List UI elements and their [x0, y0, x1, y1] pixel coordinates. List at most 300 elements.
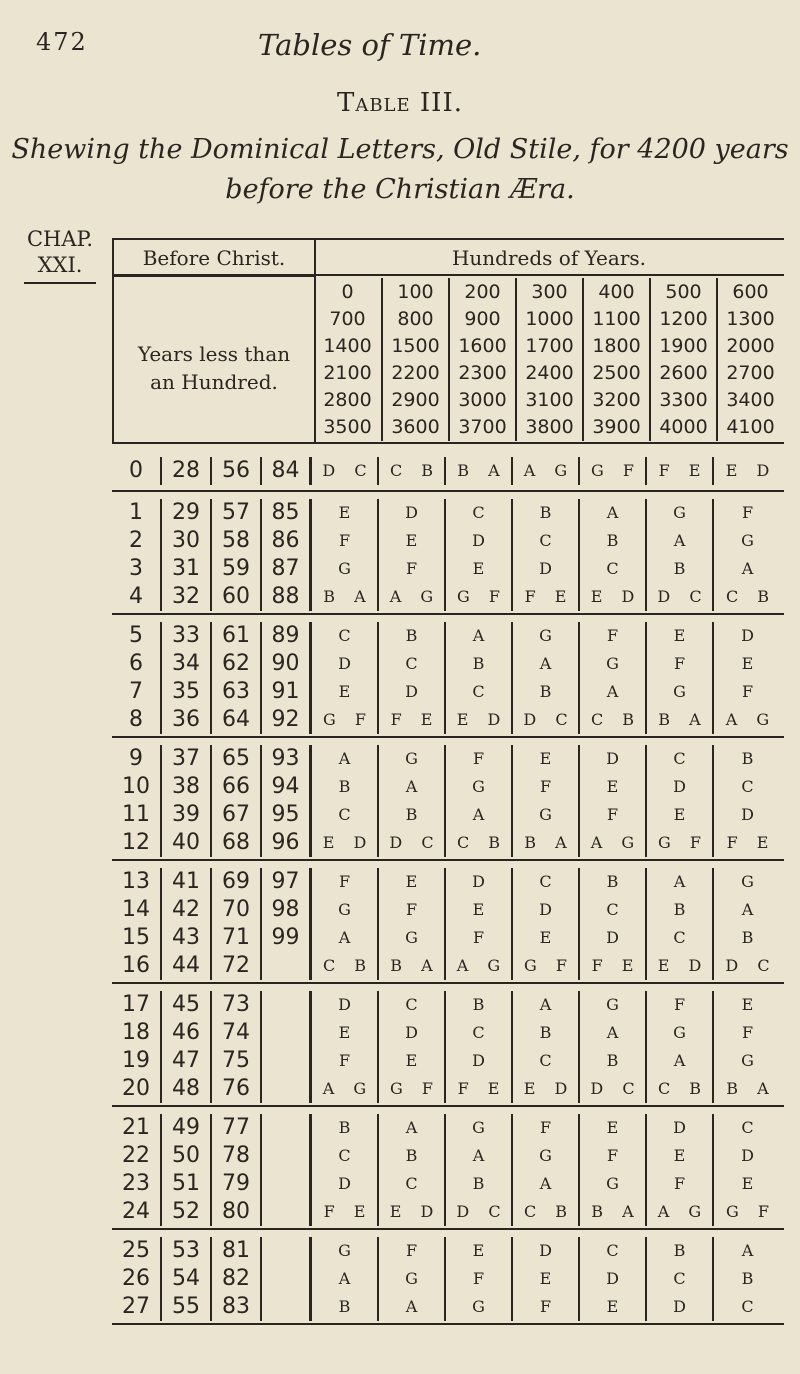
- dominical-letter: A G: [446, 952, 513, 980]
- year-number: 10: [112, 773, 162, 801]
- dominical-letter: E: [379, 527, 446, 555]
- dominical-letter: G F: [580, 457, 647, 485]
- dominical-letter: G: [647, 678, 714, 706]
- dominical-letter: F E: [312, 1198, 379, 1226]
- year-number: 13: [112, 868, 162, 896]
- year-number: 41: [162, 868, 212, 896]
- dominical-letter: F E: [647, 457, 714, 485]
- dominical-letter: E: [312, 1019, 379, 1047]
- year-number: 85: [262, 499, 312, 527]
- year-number: 82: [212, 1265, 262, 1293]
- dominical-letter: B: [446, 650, 513, 678]
- dominical-letter: C: [741, 777, 754, 796]
- dominical-letter: E D: [513, 1075, 580, 1103]
- table-row: [112, 499, 784, 527]
- year-number: 37: [162, 745, 212, 773]
- dominical-letter: E: [741, 654, 754, 673]
- hundreds-row: [314, 305, 784, 333]
- dominical-letter: D: [647, 1293, 714, 1321]
- table-subtitle: [0, 130, 800, 210]
- year-number: 83: [212, 1293, 262, 1321]
- dominical-letter: A: [446, 622, 513, 650]
- dominical-letter: D: [446, 1047, 513, 1075]
- dominical-letter: D: [379, 1019, 446, 1047]
- hundreds-cell: 700: [329, 308, 366, 330]
- dominical-letter: A: [312, 745, 379, 773]
- dominical-letter: F: [647, 650, 714, 678]
- dominical-letter: E: [741, 995, 754, 1014]
- year-number: 2: [112, 527, 162, 555]
- dominical-letter: F: [312, 527, 379, 555]
- dominical-letter: D: [513, 555, 580, 583]
- hundreds-cell: 3000: [448, 386, 515, 414]
- dominical-letter: A: [647, 868, 714, 896]
- dominical-letter: B A: [379, 952, 446, 980]
- year-number: 11: [112, 801, 162, 829]
- dominical-letter: G: [647, 1019, 714, 1047]
- dominical-letter: G F: [726, 1202, 769, 1221]
- year-number: 58: [212, 527, 262, 555]
- dominical-letter: B A: [726, 1079, 769, 1098]
- dominical-letter: F: [446, 924, 513, 952]
- chapter-rule: [24, 282, 96, 284]
- dominical-letter: A: [446, 1142, 513, 1170]
- dominical-letter: C: [647, 924, 714, 952]
- dominical-letter: F: [446, 1265, 513, 1293]
- dominical-letter: G F: [446, 583, 513, 611]
- running-title: Tables of Time.: [258, 28, 482, 62]
- dominical-letter: C B: [580, 706, 647, 734]
- dominical-letter: B: [580, 1047, 647, 1075]
- year-number: [262, 1047, 312, 1075]
- running-head: [0, 28, 800, 68]
- year-number: 34: [162, 650, 212, 678]
- dominical-letter: F: [379, 1237, 446, 1265]
- chapter-marker: [20, 226, 100, 284]
- table-row: [112, 650, 784, 678]
- dominical-letter: B: [446, 991, 513, 1019]
- dominical-letter: B: [446, 1170, 513, 1198]
- hundreds-row: [314, 359, 784, 387]
- dominical-letter: B: [580, 527, 647, 555]
- year-number: [262, 1114, 312, 1142]
- year-number: 79: [212, 1170, 262, 1198]
- hundreds-cell: 1600: [448, 332, 515, 360]
- dominical-letter: C: [312, 801, 379, 829]
- dominical-letter: E D: [580, 583, 647, 611]
- dominical-letter: E D: [379, 1198, 446, 1226]
- hundreds-cell: 2600: [649, 359, 716, 387]
- table-row: [112, 952, 784, 980]
- dominical-letter: E: [513, 745, 580, 773]
- dominical-letter: F: [580, 1142, 647, 1170]
- year-number: 4: [112, 583, 162, 611]
- year-number: [262, 1075, 312, 1103]
- year-number: 14: [112, 896, 162, 924]
- year-number: 53: [162, 1237, 212, 1265]
- year-number: [262, 1019, 312, 1047]
- year-number: 64: [212, 706, 262, 734]
- year-number: 56: [212, 457, 262, 485]
- dominical-letter: D: [741, 626, 754, 645]
- dominical-letter: F: [379, 555, 446, 583]
- dominical-letter: D: [379, 678, 446, 706]
- dominical-letter: D C: [647, 583, 714, 611]
- dominical-letter: D: [580, 1265, 647, 1293]
- dominical-letter: B: [741, 749, 754, 768]
- years-less-line-2: an Hundred.: [150, 370, 278, 394]
- dominical-letter: D: [580, 745, 647, 773]
- year-number: 62: [212, 650, 262, 678]
- hundreds-cell: 1800: [582, 332, 649, 360]
- dominical-letter: B: [312, 1293, 379, 1321]
- dominical-letter: E: [312, 499, 379, 527]
- year-number: 97: [262, 868, 312, 896]
- year-number: 46: [162, 1019, 212, 1047]
- hundreds-cell: 2700: [716, 359, 783, 387]
- year-number: [262, 1293, 312, 1321]
- table-row: [112, 678, 784, 706]
- hundreds-cell: 2500: [582, 359, 649, 387]
- year-number: 63: [212, 678, 262, 706]
- dominical-letter: D: [580, 924, 647, 952]
- year-number: 45: [162, 991, 212, 1019]
- year-number: 16: [112, 952, 162, 980]
- dominical-letter: F: [446, 745, 513, 773]
- year-number: 74: [212, 1019, 262, 1047]
- table-row: [112, 896, 784, 924]
- row-group: [112, 990, 784, 1107]
- year-number: 71: [212, 924, 262, 952]
- year-number: 27: [112, 1293, 162, 1321]
- year-number: 66: [212, 773, 262, 801]
- dominical-letter: F E: [726, 833, 769, 852]
- hundreds-cell: 2000: [716, 332, 783, 360]
- hundreds-cell: 100: [381, 278, 448, 306]
- dominical-letter: D: [312, 650, 379, 678]
- year-number: 42: [162, 896, 212, 924]
- dominical-letter: C: [580, 555, 647, 583]
- hundreds-cell: 4000: [649, 413, 716, 441]
- year-number: 57: [212, 499, 262, 527]
- dominical-letter: A G: [725, 710, 770, 729]
- year-number: 94: [262, 773, 312, 801]
- table-row: [112, 1142, 784, 1170]
- dominical-letter: F E: [446, 1075, 513, 1103]
- year-number: 51: [162, 1170, 212, 1198]
- year-number: 69: [212, 868, 262, 896]
- dominical-letter: E: [513, 924, 580, 952]
- row-group: [112, 867, 784, 984]
- table-row: [112, 1293, 784, 1321]
- dominical-letter: B: [312, 1114, 379, 1142]
- table-row: [112, 745, 784, 773]
- hundreds-cell: 2300: [448, 359, 515, 387]
- dominical-letter: A G: [312, 1075, 379, 1103]
- year-number: [262, 1142, 312, 1170]
- dominical-letter: B A: [647, 706, 714, 734]
- table-row: [112, 527, 784, 555]
- table-row: [112, 622, 784, 650]
- dominical-letter: A: [647, 1047, 714, 1075]
- dominical-letter: C: [446, 1019, 513, 1047]
- year-number: 9: [112, 745, 162, 773]
- page-number: 472: [36, 28, 88, 56]
- year-number: 22: [112, 1142, 162, 1170]
- dominical-letter: G: [741, 1051, 754, 1070]
- hundreds-cell: 3200: [582, 386, 649, 414]
- dominical-letter: G: [513, 801, 580, 829]
- dominical-letter: F: [741, 1023, 754, 1042]
- dominical-letter: G: [312, 555, 379, 583]
- table-title: Table III.: [336, 88, 463, 118]
- year-number: 70: [212, 896, 262, 924]
- dominical-letter: B: [741, 1269, 754, 1288]
- dominical-letter: F: [741, 682, 754, 701]
- hundreds-cell: 4100: [716, 413, 783, 441]
- dominical-letter: D: [312, 1170, 379, 1198]
- year-number: 15: [112, 924, 162, 952]
- year-number: 12: [112, 829, 162, 857]
- dominical-letter: C: [513, 527, 580, 555]
- dominical-letter: E: [379, 1047, 446, 1075]
- dominical-letter: G: [580, 650, 647, 678]
- year-number: 29: [162, 499, 212, 527]
- dominical-letter: C: [513, 868, 580, 896]
- dominical-letter: E: [446, 555, 513, 583]
- hundreds-cell: 300: [515, 278, 582, 306]
- before-christ-heading: Before Christ.: [114, 242, 314, 277]
- dominical-letter: C B: [647, 1075, 714, 1103]
- hundreds-row: [314, 332, 784, 360]
- dominical-letter: E: [446, 1237, 513, 1265]
- dominical-letter: D: [647, 1114, 714, 1142]
- dominical-letter: F: [580, 801, 647, 829]
- year-number: 3: [112, 555, 162, 583]
- year-number: 43: [162, 924, 212, 952]
- dominical-letter: D C: [379, 829, 446, 857]
- dominical-letter: B: [580, 868, 647, 896]
- year-number: 86: [262, 527, 312, 555]
- dominical-letter: F: [312, 868, 379, 896]
- year-number: 67: [212, 801, 262, 829]
- dominical-letter: C: [580, 896, 647, 924]
- dominical-letter: C: [379, 991, 446, 1019]
- hundreds-cell: 3300: [649, 386, 716, 414]
- dominical-letter: F: [379, 896, 446, 924]
- year-number: 92: [262, 706, 312, 734]
- dominical-letter: D C: [580, 1075, 647, 1103]
- dominical-letter: G F: [379, 1075, 446, 1103]
- table-row: [112, 1114, 784, 1142]
- year-number: 33: [162, 622, 212, 650]
- dominical-letter: B A: [446, 457, 513, 485]
- table-row: [112, 1198, 784, 1226]
- hundreds-cell: 1900: [649, 332, 716, 360]
- year-number: 50: [162, 1142, 212, 1170]
- year-number: 78: [212, 1142, 262, 1170]
- year-number: 6: [112, 650, 162, 678]
- dominical-letter: F: [741, 503, 754, 522]
- dominical-letter: C: [741, 1297, 754, 1316]
- years-less-line-1: Years less than: [137, 342, 291, 366]
- year-number: 21: [112, 1114, 162, 1142]
- dominical-letter: E: [647, 801, 714, 829]
- dominical-letter: A: [513, 991, 580, 1019]
- dominical-letter: G: [741, 531, 754, 550]
- table-row: [112, 583, 784, 611]
- table-row: [112, 773, 784, 801]
- dominical-letter: G: [580, 1170, 647, 1198]
- dominical-letter: C: [312, 622, 379, 650]
- dominical-letter: C: [741, 1118, 754, 1137]
- dominical-letter: B: [647, 896, 714, 924]
- dominical-letter: F E: [580, 952, 647, 980]
- year-number: 90: [262, 650, 312, 678]
- table-row: [112, 1170, 784, 1198]
- row-group: [112, 744, 784, 861]
- year-number: 98: [262, 896, 312, 924]
- dominical-letter: B A: [312, 583, 379, 611]
- year-number: 73: [212, 991, 262, 1019]
- hundreds-cell: 900: [448, 305, 515, 333]
- dominical-letter: B A: [513, 829, 580, 857]
- dominical-letter: C B: [446, 829, 513, 857]
- year-number: 52: [162, 1198, 212, 1226]
- year-number: [262, 991, 312, 1019]
- table-row: [112, 924, 784, 952]
- dominical-letter: F: [513, 1114, 580, 1142]
- dominical-letter: A: [513, 1170, 580, 1198]
- dominical-letter: G: [741, 872, 754, 891]
- dominical-letter: G: [312, 896, 379, 924]
- dominical-letter: C B: [513, 1198, 580, 1226]
- year-number: 99: [262, 924, 312, 952]
- year-number: 61: [212, 622, 262, 650]
- dominical-letter: F: [647, 1170, 714, 1198]
- dominical-letter: G: [446, 773, 513, 801]
- dominical-letter: C: [312, 1142, 379, 1170]
- dominical-letter: G: [513, 1142, 580, 1170]
- year-number: 49: [162, 1114, 212, 1142]
- year-number: 20: [112, 1075, 162, 1103]
- dominical-letter: G: [647, 499, 714, 527]
- year-number: 35: [162, 678, 212, 706]
- hundreds-cell: 400: [582, 278, 649, 306]
- dominical-letter: C: [513, 1047, 580, 1075]
- year-number: 0: [112, 457, 162, 485]
- year-number: 72: [212, 952, 262, 980]
- dominical-letter: D C: [446, 1198, 513, 1226]
- dominical-letter: D: [379, 499, 446, 527]
- dominical-letter: B: [513, 499, 580, 527]
- year-number: 65: [212, 745, 262, 773]
- year-number: 31: [162, 555, 212, 583]
- year-number: 96: [262, 829, 312, 857]
- dominical-letter: D: [446, 527, 513, 555]
- year-number: 44: [162, 952, 212, 980]
- row-group: [112, 621, 784, 738]
- dominical-letter: B: [647, 555, 714, 583]
- hundreds-cell: 1300: [716, 305, 783, 333]
- year-number: 87: [262, 555, 312, 583]
- dominical-letter: G F: [513, 952, 580, 980]
- table-row: [112, 1047, 784, 1075]
- year-number: 77: [212, 1114, 262, 1142]
- dominical-letter: A G: [513, 457, 580, 485]
- dominical-letter: B: [312, 773, 379, 801]
- year-number: [262, 1198, 312, 1226]
- hundreds-cell: 3600: [381, 413, 448, 441]
- dominical-letter: F E: [379, 706, 446, 734]
- year-number: 75: [212, 1047, 262, 1075]
- row-group: [112, 452, 784, 492]
- dominical-letter: A: [312, 1265, 379, 1293]
- dominical-letter: D C: [725, 956, 770, 975]
- dominical-letter: B: [379, 1142, 446, 1170]
- table-row: [112, 1019, 784, 1047]
- year-number: 89: [262, 622, 312, 650]
- dominical-letter: G F: [312, 706, 379, 734]
- dominical-letter: A: [741, 559, 754, 578]
- dominical-letter: E D: [647, 952, 714, 980]
- hundreds-cell: 1700: [515, 332, 582, 360]
- dominical-letter: C: [580, 1237, 647, 1265]
- dominical-letter: D: [741, 805, 754, 824]
- hundreds-cell: 3100: [515, 386, 582, 414]
- dominical-letter: F: [647, 991, 714, 1019]
- row-group: [112, 1236, 784, 1325]
- subtitle-line-1: Shewing the Dominical Letters, Old Stile, for 4200 years: [11, 134, 789, 165]
- dominical-letter: D: [741, 1146, 754, 1165]
- year-number: 88: [262, 583, 312, 611]
- dominical-letter: G F: [647, 829, 714, 857]
- dominical-letter: F: [513, 773, 580, 801]
- dominical-letter: A: [741, 900, 754, 919]
- year-number: 23: [112, 1170, 162, 1198]
- dominical-letter: D: [513, 1237, 580, 1265]
- dominical-letter: A: [647, 527, 714, 555]
- dominical-letter: F: [580, 622, 647, 650]
- dominical-letter: E: [379, 868, 446, 896]
- year-number: 84: [262, 457, 312, 485]
- dominical-letter: C: [446, 499, 513, 527]
- hundreds-heading: Hundreds of Years.: [314, 242, 784, 276]
- year-number: 48: [162, 1075, 212, 1103]
- hundreds-cell: 2900: [381, 386, 448, 414]
- hundreds-cell: 2200: [381, 359, 448, 387]
- table-row: [112, 1237, 784, 1265]
- dominical-letter: B: [741, 928, 754, 947]
- dominical-letter: C B: [379, 457, 446, 485]
- year-number: [262, 1265, 312, 1293]
- dominical-letter: B: [513, 678, 580, 706]
- dominical-letter: E D: [725, 461, 770, 480]
- table-header: [112, 238, 784, 444]
- dominical-letter: B: [379, 622, 446, 650]
- year-number: 5: [112, 622, 162, 650]
- year-number: 18: [112, 1019, 162, 1047]
- dominical-letter: C: [379, 650, 446, 678]
- dominical-letter: B: [647, 1237, 714, 1265]
- dominical-letter: B: [513, 1019, 580, 1047]
- hundreds-cell: 1400: [323, 335, 372, 357]
- dominical-letter: D C: [312, 457, 379, 485]
- year-number: 24: [112, 1198, 162, 1226]
- dominical-letter: D: [312, 991, 379, 1019]
- dominical-letter: G: [580, 991, 647, 1019]
- hundreds-row: [314, 278, 784, 306]
